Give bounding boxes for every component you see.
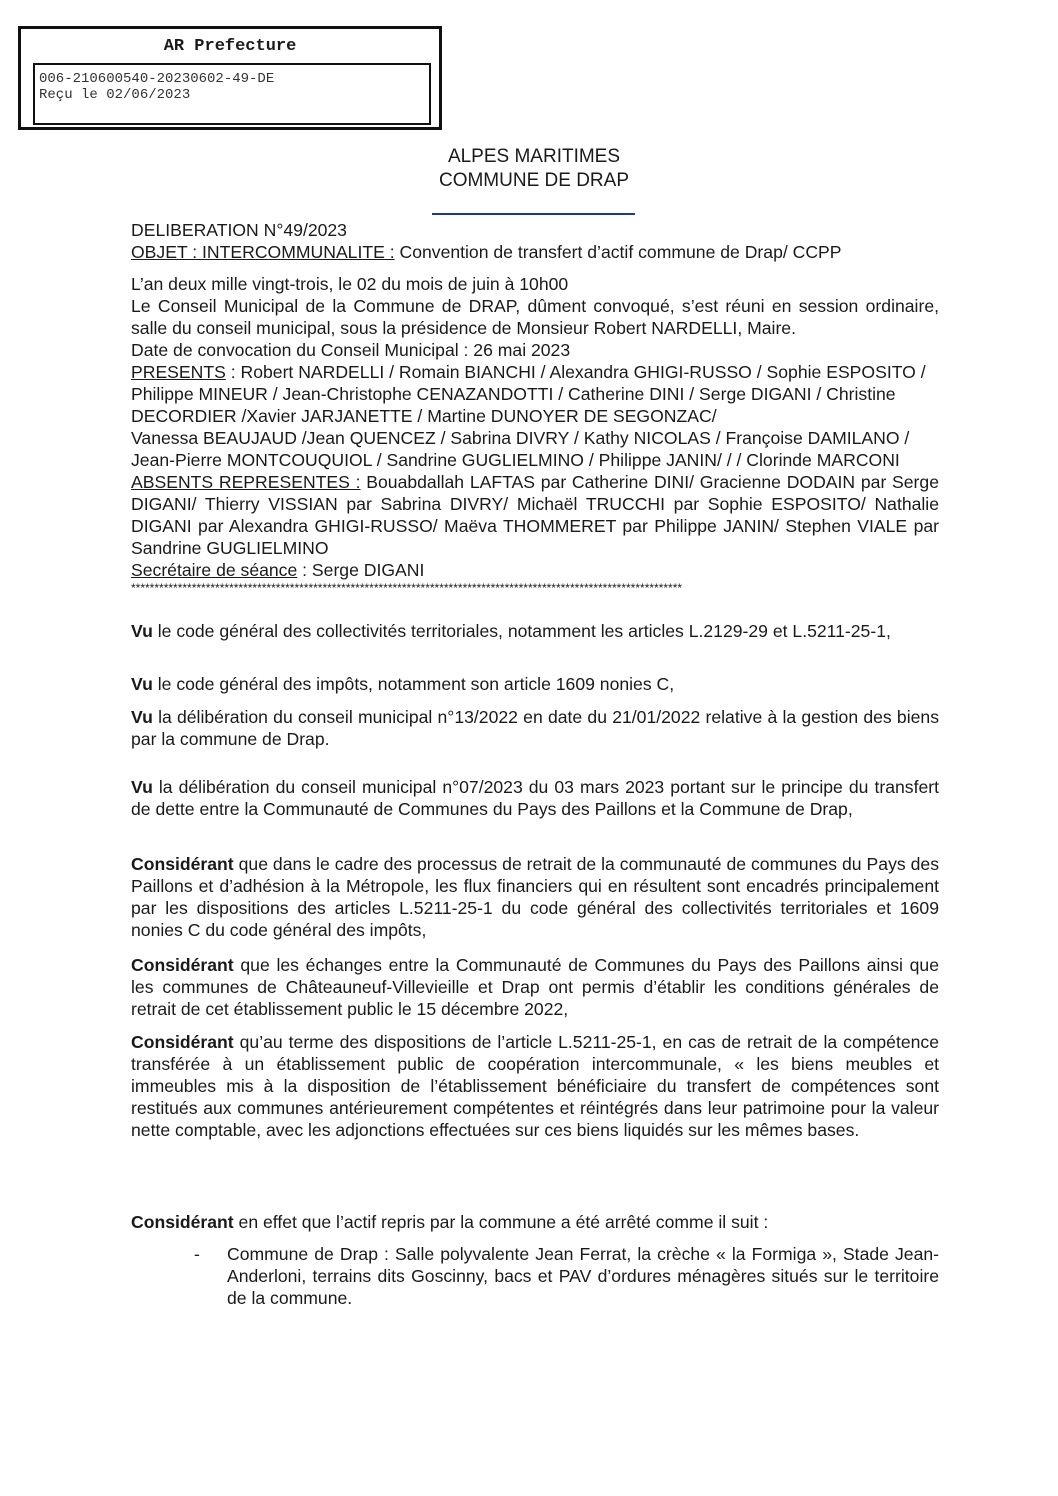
considerant-2: Considérant que les échanges entre la Communauté de Communes du Pays des Paillons ainsi que les communes de Châteauneuf-Villevieille et Drap ont permis d’établir les conditions générales de retrait de cet établissement public le 15 décembre 2022, bbox=[131, 955, 939, 1019]
asset-list-item: Commune de Drap : Salle polyvalente Jean Ferrat, la crèche « la Formiga », Stade Jean-Anderloni, terrains dits Goscinny, bacs et PAV d’ordures ménagères situés sur le territoire de la commune. bbox=[227, 1244, 939, 1308]
session-block bbox=[131, 273, 939, 595]
bullet-marker: - bbox=[194, 1244, 200, 1264]
presents-line-2: Philippe MINEUR / Jean-Christophe CENAZANDOTTI / Catherine DINI / Serge DIGANI / Christine bbox=[131, 384, 896, 404]
secretary-line: Secrétaire de séance : Serge DIGANI bbox=[131, 560, 425, 580]
commune-heading: COMMUNE DE DRAP bbox=[438, 170, 629, 191]
session-date: L’an deux mille vingt-trois, le 02 du mois de juin à 10h00 bbox=[131, 274, 569, 294]
separator-line: ********************************************************************************************************************** bbox=[131, 581, 683, 595]
stamp-title: AR Prefecture bbox=[163, 37, 297, 56]
stamp-received-date: Reçu le 02/06/2023 bbox=[39, 87, 191, 103]
convocation-date: Date de convocation du Conseil Municipal : 26 mai 2023 bbox=[131, 340, 571, 360]
presents-line-1: PRESENTS : Robert NARDELLI / Romain BIANCHI / Alexandra GHIGI-RUSSO / Sophie ESPOSITO / bbox=[131, 362, 926, 382]
presents-line-5: Jean-Pierre MONTCOUQUIOL / Sandrine GUGLIELMINO / Philippe JANIN/ / / Clorinde MARCONI bbox=[131, 450, 900, 470]
presents-label: PRESENTS bbox=[131, 362, 226, 382]
department-heading: ALPES MARITIMES bbox=[447, 146, 621, 167]
deliberation-object bbox=[131, 241, 939, 263]
presents-line-3: DECORDIER /Xavier JARJANETTE / Martine DUNOYER DE SEGONZAC/ bbox=[131, 406, 717, 426]
vu-3: Vu la délibération du conseil municipal n°13/2022 en date du 21/01/2022 relative à la gestion des biens par la commune de Drap. bbox=[131, 707, 939, 749]
absents-represented: ABSENTS REPRESENTES : Bouabdallah LAFTAS par Catherine DINI/ Gracienne DODAIN par Serge DIGANI/ Thierry VISSIAN par Sabrina DIVRY/ Michaël TRUCCHI par Sophie ESPOSITO/ Nathalie DIGANI par Alexandra GHIGI-RUSSO/ Maëva THOMMERET par Philippe JANIN/ Stephen VIALE par Sandrine GUGLIELMINO bbox=[131, 472, 939, 558]
object-label: OBJET : INTERCOMMUNALITE : bbox=[131, 242, 395, 262]
ar-prefecture-stamp bbox=[18, 26, 442, 130]
considerant-4: Considérant en effet que l’actif repris par la commune a été arrêté comme il suit : bbox=[131, 1212, 769, 1232]
deliberation-number: DELIBERATION N°49/2023 bbox=[131, 220, 347, 240]
vu-4: Vu la délibération du conseil municipal n°07/2023 du 03 mars 2023 portant sur le principe du transfert de dette entre la Communauté de Communes du Pays des Paillons et la Commune de Drap, bbox=[131, 777, 939, 819]
considerant-1: Considérant que dans le cadre des processus de retrait de la communauté de communes du Pays des Paillons et d’adhésion à la Métropole, les flux financiers qui en résultent sont encadrés principalement par les dispositions des articles L.5211-25-1 du code général des collectivités territoriales et 1609 nonies C du code général des impôts, bbox=[131, 854, 939, 940]
presents-line-4: Vanessa BEAUJAUD /Jean QUENCEZ / Sabrina DIVRY / Kathy NICOLAS / Françoise DAMILANO / bbox=[131, 428, 910, 448]
deliberation-title-block bbox=[131, 219, 939, 263]
absents-label: ABSENTS REPRESENTES : bbox=[131, 472, 361, 492]
considerant-3: Considérant qu’au terme des dispositions de l’article L.5211-25-1, en cas de retrait de la compétence transférée à un établissement public de coopération intercommunale, « les biens meubles et immeubles mis à la disposition de l’établissement bénéficiaire du transfert de compétences sont restitués aux communes antérieurement compétentes et réintégrés dans leur patrimoine pour la valeur nette comptable, avec les adjonctions effectuées sur ces biens liquidés sur les mêmes bases. bbox=[131, 1032, 939, 1140]
vu-1: Vu le code général des collectivités territoriales, notamment les articles L.2129-29 et L.5211-25-1, bbox=[131, 621, 891, 641]
object-text: Convention de transfert d’actif commune de Drap/ CCPP bbox=[394, 242, 842, 262]
secretary-label: Secrétaire de séance bbox=[131, 560, 298, 580]
heading-divider bbox=[432, 213, 635, 215]
stamp-reference: 006-210600540-20230602-49-DE bbox=[39, 71, 275, 87]
session-council: Le Conseil Municipal de la Commune de DRAP, dûment convoqué, s’est réuni en session ordinaire, salle du conseil municipal, sous la présidence de Monsieur Robert NARDELLI, Maire. bbox=[131, 296, 939, 338]
vu-2: Vu le code général des impôts, notamment son article 1609 nonies C, bbox=[131, 674, 675, 694]
stamp-details bbox=[33, 63, 431, 125]
